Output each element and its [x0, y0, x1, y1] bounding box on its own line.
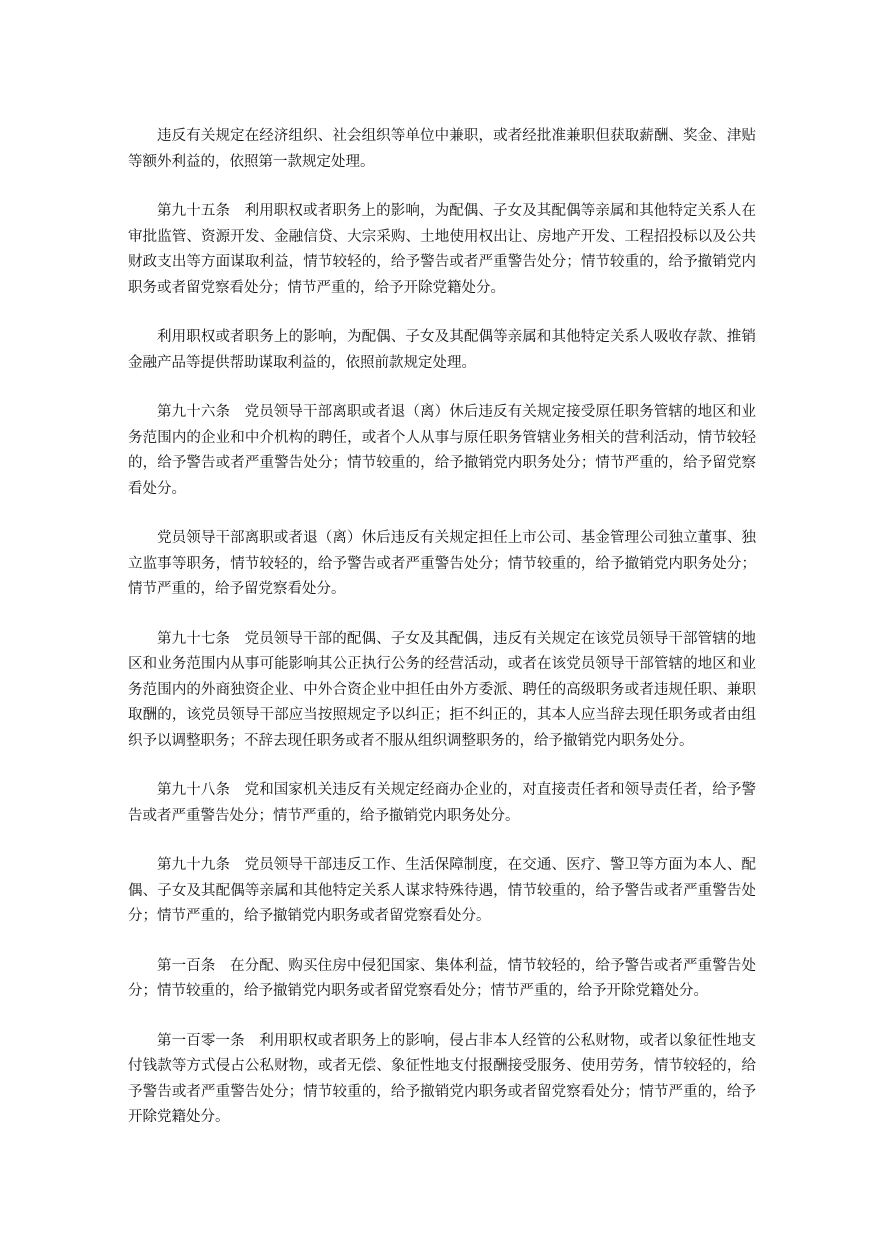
- paragraph-text: 利用职权或者职务上的影响，侵占非本人经管的公私财物，或者以象征性地支付钱款等方式侵占公私财物，或者无偿、象征性地支付报酬接受服务、使用劳务，情节较轻的，给予警告或者严重警告处分；情节较重的，给予撤销党内职务或者留党察看处分；情节严重的，给予开除党籍处分。: [128, 1032, 757, 1125]
- paragraph-7: [128, 778, 756, 829]
- paragraph-text: 党员领导干部的配偶、子女及其配偶，违反有关规定在该党员领导干部管辖的地区和业务范围内从事可能影响其公正执行公务的经营活动，或者在该党员领导干部管辖的地区和业务范围内的外商独资企业、中外合资企业中担任由外方委派、聘任的高级职务或者违规任职、兼职取酬的，该党员领导干部应当按照规定予以纠正；拒不纠正的，其本人应当辞去现任职务或者由组织予以调整职务；不辞去现任职务或者不服从组织调整职务的，给予撤销党内职务处分。: [128, 630, 756, 749]
- paragraph-text: 违反有关规定在经济组织、社会组织等单位中兼职，或者经批准兼职但获取薪酬、奖金、津贴等额外利益的，依照第一款规定处理。: [128, 128, 756, 170]
- paragraph-text: 在分配、购买住房中侵犯国家、集体利益，情节较轻的，给予警告或者严重警告处分；情节较重的，给予撤销党内职务或者留党察看处分；情节严重的，给予开除党籍处分。: [128, 957, 757, 999]
- paragraph-2: [128, 199, 756, 301]
- paragraph-1: [128, 124, 756, 175]
- paragraph-text: 党员领导干部离职或者退（离）休后违反有关规定担任上市公司、基金管理公司独立董事、独立监事等职务，情节较轻的，给予警告或者严重警告处分；情节较重的，给予撤销党内职务处分；情节严重的，给予留党察看处分。: [128, 530, 756, 597]
- paragraph-text: 利用职权或者职务上的影响，为配偶、子女及其配偶等亲属和其他特定关系人吸收存款、推销金融产品等提供帮助谋取利益的，依照前款规定处理。: [128, 329, 756, 371]
- paragraph-8: [128, 853, 756, 930]
- article-number: 第九十七条: [157, 630, 231, 647]
- article-number: 第九十五条: [157, 203, 231, 219]
- article-number: 第一百零一条: [157, 1032, 245, 1049]
- paragraph-3: [128, 325, 756, 376]
- paragraph-9: [128, 954, 756, 1005]
- article-number: 第九十九条: [157, 857, 231, 873]
- article-number: 第一百条: [157, 957, 216, 974]
- paragraph-10: [128, 1029, 756, 1131]
- paragraph-5: [128, 526, 756, 603]
- paragraph-text: 党和国家机关违反有关规定经商办企业的，对直接责任者和领导责任者，给予警告或者严重警告处分；情节严重的，给予撤销党内职务处分。: [128, 782, 756, 824]
- article-number: 第九十六条: [157, 404, 231, 420]
- article-number: 第九十八条: [157, 782, 231, 798]
- document-body: [128, 124, 756, 1155]
- paragraph-text: 党员领导干部离职或者退（离）休后违反有关规定接受原任职务管辖的地区和业务范围内的企业和中介机构的聘任，或者个人从事与原任职务管辖业务相关的营利活动，情节较轻的，给予警告或者严重警告处分；情节较重的，给予撤销党内职务处分；情节严重的，给予留党察看处分。: [128, 404, 756, 497]
- paragraph-text: 党员领导干部违反工作、生活保障制度，在交通、医疗、警卫等方面为本人、配偶、子女及其配偶等亲属和其他特定关系人谋求特殊待遇，情节较重的，给予警告或者严重警告处分；情节严重的，给予撤销党内职务或者留党察看处分。: [128, 857, 756, 924]
- paragraph-text: 利用职权或者职务上的影响，为配偶、子女及其配偶等亲属和其他特定关系人在审批监管、资源开发、金融信贷、大宗采购、土地使用权出让、房地产开发、工程招投标以及公共财政支出等方面谋取利益，情节较轻的，给予警告或者严重警告处分；情节较重的，给予撤销党内职务或者留党察看处分；情节严重的，给予开除党籍处分。: [128, 203, 756, 296]
- paragraph-4: [128, 400, 756, 502]
- paragraph-6: [128, 627, 756, 755]
